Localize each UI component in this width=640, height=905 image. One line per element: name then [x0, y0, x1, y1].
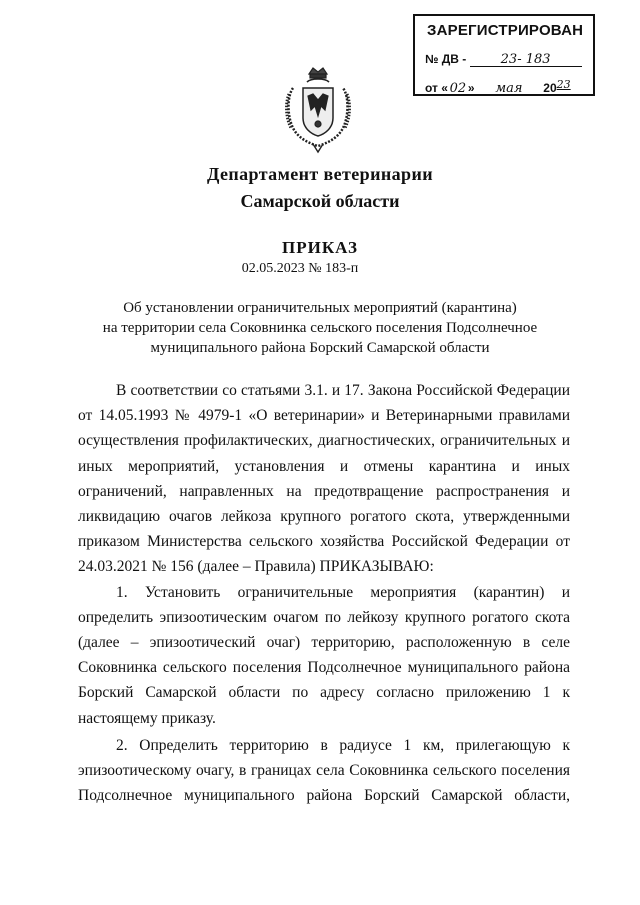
department-name-line2: Самарской области: [240, 191, 400, 211]
stamp-number-value: 23- 183: [470, 54, 582, 67]
stamp-date-row: [425, 78, 571, 96]
body-line: ограничений, направленных на предотвращение распространения и: [78, 482, 570, 500]
order-date-number: 02.05.2023 № 183-п: [241, 261, 359, 276]
subject-line: Об установлении ограничительных мероприятий (карантина): [123, 300, 517, 316]
department-name-line1: Департамент ветеринарии: [206, 164, 433, 184]
body-line: Борский Самарской области по адресу согласно приложению 1 к: [78, 684, 570, 702]
stamp-quote-close: »: [467, 81, 475, 95]
body-line: от 14.05.1993 № 4979-1 «О ветеринарии» и Ветеринарными правилами: [78, 407, 570, 425]
coat-of-arms-emblem: [283, 66, 353, 156]
body-line: осуществления профилактических, диагностических, ограничительных и: [78, 432, 570, 450]
stamp-year-suffix: 23: [556, 78, 571, 91]
order-body: [78, 378, 570, 808]
document-type-title: ПРИКАЗ: [282, 238, 358, 257]
body-line: приказом Министерства сельского хозяйства Российской Федерации от: [78, 533, 570, 551]
subject-line: муниципального района Борский Самарской области: [150, 340, 490, 356]
stamp-from-label: от «: [425, 81, 448, 95]
body-line: эпизоотическому очагу, в границах села Соковнинка сельского поселения: [78, 762, 570, 780]
body-line: В соответствии со статьями 3.1. и 17. Закона Российской Федерации: [116, 382, 570, 399]
body-line: Соковнинка сельского поселения Подсолнечное муниципального района: [78, 659, 570, 677]
body-line: 1. Установить ограничительные мероприятия (карантин) и: [116, 583, 570, 601]
order-subject: [40, 298, 600, 358]
body-line: настоящему приказу.: [78, 709, 216, 727]
body-line: ликвидацию очагов лейкоза крупного рогатого скота, утвержденными: [78, 508, 570, 526]
body-line: 24.03.2021 № 156 (далее – Правила) ПРИКАЗЫВАЮ:: [78, 558, 434, 576]
stamp-title: ЗАРЕГИСТРИРОВАН: [427, 22, 584, 39]
stamp-day: 02: [449, 81, 467, 96]
stamp-number-label: № ДВ -: [425, 52, 467, 66]
registration-stamp: [413, 14, 595, 96]
body-line: иных мероприятий, установления и отмены карантина и иных: [78, 457, 570, 475]
stamp-year-prefix: 20: [543, 81, 557, 95]
stamp-month: мая: [478, 83, 540, 96]
body-line: Подсолнечное муниципального района Борский Самарской области,: [78, 787, 570, 805]
body-line: определить эпизоотическим очагом по лейкозу крупного рогатого скота: [78, 608, 570, 626]
stamp-number-row: [425, 52, 582, 67]
subject-line: на территории села Соковнинка сельского поселения Подсолнечное: [102, 320, 538, 336]
body-line: 2. Определить территорию в радиусе 1 км, прилегающую к: [116, 736, 570, 754]
body-line: (далее – эпизоотический очаг) территорию, расположенную в селе: [78, 634, 570, 652]
